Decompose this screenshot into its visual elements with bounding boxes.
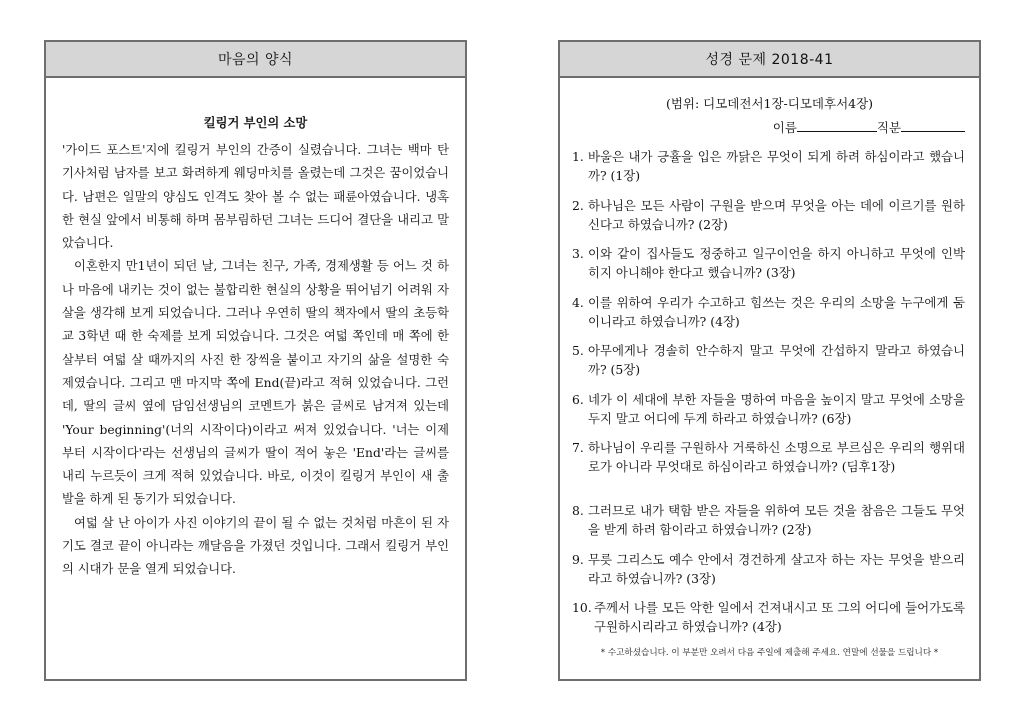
question-number: 3. [572,246,584,261]
question-list [572,147,965,647]
reflection-panel [44,40,467,681]
question-text: 그러므로 내가 택함 받은 자들을 위하여 모든 것을 참음은 그들도 무엇을 받게 하려 함이라고 하였습니까? (2장) [588,503,965,537]
question-number: 10. [572,600,592,615]
position-blank[interactable] [901,119,965,132]
name-blank[interactable] [797,119,877,132]
question-item [572,598,965,636]
essay-paragraph: 여덟 살 난 아이가 사진 이야기의 끝이 될 수 없는 것처럼 마흔이 된 자기도 결코 끝이 아니라는 깨달음을 가졌던 것입니다. 그래서 킬링거 부인의 시대가 문을 열게 되었습니다. [62,515,449,577]
essay [62,114,449,582]
bible-quiz-panel [558,40,981,681]
question-item [572,244,965,282]
position-label: 직분 [876,120,901,135]
question-number: 5. [572,343,584,358]
question-number: 7. [572,440,584,455]
question-item [572,147,965,185]
essay-paragraph: 이혼한지 만1년이 되던 날, 그녀는 친구, 가족, 경제생활 등 어느 것 하나 마음에 내키는 것이 없는 불합리한 현실의 상황을 뛰어넘기 어려워 자살을 생각해 보게 되었습니다. 그러나 우연히 딸의 책자에서 딸의 초등학교 3학년 때 한 숙제를 보게 되었습니다. 그것은 여덟 쪽인데 매 쪽에 한 살부터 여덟 살 때까지의 사진 한 장씩을 붙이고 자기의 삶을 설명한 숙제였습니다. 그리고 맨 마지막 쪽에 End(끝)라고 적혀 있었습니다. 그런데, 딸의 글씨 옆에 담임선생님의 코멘트가 붉은 글씨로 남겨져 있는데 'Your beginning'(너의 시작이다)이라고 써져 있었습니다. '너는 이제부터 시작이다'라는 선생님의 글씨가 딸이 적어 놓은 'End'라는 글씨를 내리 누르듯이 크게 적혀 있었습니다. 바로, 이것이 킬링거 부인이 새 출발을 하게 된 동기가 되었습니다. [62,259,449,507]
question-item [572,341,965,379]
name-label: 이름 [772,120,797,135]
question-text: 바울은 내가 긍휼을 입은 까닭은 무엇이 되게 하려 하심이라고 했습니까? (1장) [588,149,965,183]
quiz-range: (범위: 디모데전서1장-디모데후서4장) [665,96,874,111]
essay-title: 킬링거 부인의 소망 [203,115,308,130]
question-item [572,196,965,234]
name-position-row [773,118,965,136]
quiz-header: 성경 문제 2018-41 [560,42,979,78]
question-item [572,550,965,588]
question-text: 무릇 그리스도 예수 안에서 경건하게 살고자 하는 자는 무엇을 받으리라고 하였습니까? (3장) [588,551,965,586]
question-item [572,390,965,428]
question-text: 이와 같이 집사들도 정중하고 일구이언을 하지 아니하고 무엇에 인박히지 아니해야 한다고 했습니까? (3장) [588,246,965,280]
essay-paragraph: '가이드 포스트'지에 킬링거 부인의 간증이 실렸습니다. 그녀는 백마 탄 기사처럼 남자를 보고 화려하게 웨딩마치를 올렸는데 그것은 꿈이었습니다. 남편은 일말의 양심도 인격도 찾아 볼 수 없는 패륜아였습니다. 냉혹한 현실 앞에서 비통해 하며 몸부림하던 그녀는 드디어 결단을 내리고 말았습니다. [62,143,449,251]
question-number: 4. [572,294,584,310]
question-number: 9. [572,551,584,567]
question-number: 8. [572,503,584,518]
question-text: 네가 이 세대에 부한 자들을 명하여 마음을 높이지 말고 무엇에 소망을 두지 말고 어디에 두게 하라고 하였습니까? (6장) [588,391,965,426]
question-item [572,501,965,539]
submission-footnote: * 수고하셨습니다. 이 부분만 오려서 다음 주일에 제출해 주세요. 연말에 선물을 드립니다 * [600,648,939,658]
question-number: 6. [572,391,584,407]
question-text: 주께서 나를 모든 악한 일에서 건져내시고 또 그의 어디에 들어가도록 구원하시리라고 하였습니까? (4장) [594,600,965,634]
question-text: 아무에게나 경솔히 안수하지 말고 무엇에 간섭하지 말라고 하였습니까? (5장) [588,343,965,377]
question-number: 2. [572,197,584,213]
question-number: 1. [572,149,584,164]
question-item [572,293,965,331]
reflection-header: 마음의 양식 [46,42,465,78]
question-text: 하나님이 우리를 구원하사 거룩하신 소명으로 부르심은 우리의 행위대로가 아니라 무엇대로 하심이라고 하였습니까? (딤후1장) [588,440,965,474]
question-item [572,438,965,495]
question-text: 이를 위하여 우리가 수고하고 힘쓰는 것은 우리의 소망을 누구에게 둠이니라고 하였습니까? (4장) [588,294,965,329]
question-text: 하나님은 모든 사람이 구원을 받으며 무엇을 아는 데에 이르기를 원하신다고 하였습니까? (2장) [588,197,965,232]
